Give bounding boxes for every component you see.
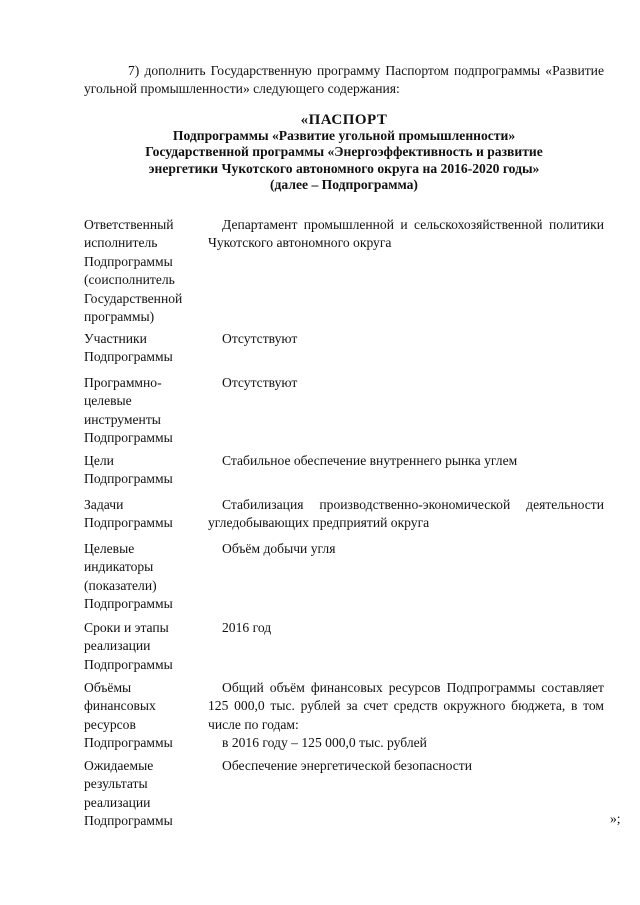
title-line-2: Государственной программы «Энергоэффективность и развитие: [145, 144, 543, 160]
row-label: Ожидаемые результаты реализации Подпрограммы: [84, 758, 173, 829]
row-value: Отсутствуют: [222, 331, 298, 346]
title-line-3: энергетики Чукотского автономного округа на 2016-2020 годы»: [148, 160, 540, 176]
funding-text: Общий объём финансовых ресурсов Подпрограммы составляет 125 000,0 тыс. рублей за счет средств окружного бюджета, в том числе по годам:: [208, 680, 604, 732]
row-value: Стабилизация производственно-экономической деятельности угледобывающих предприятий округа: [208, 497, 604, 531]
closing-quote-mark: »;: [610, 811, 621, 826]
row-label: Целевые индикаторы (показатели) Подпрограммы: [84, 541, 173, 612]
passport-title-block: [84, 112, 604, 193]
intro-paragraph: 7) дополнить Государственную программу Паспортом подпрограммы «Развитие угольной промышленности» следующего содержания:: [84, 63, 604, 96]
row-value: Объём добычи угля: [222, 541, 336, 556]
row-label: Объёмы финансовых ресурсов Подпрограммы: [84, 680, 173, 751]
row-label: Сроки и этапы реализации Подпрограммы: [84, 620, 173, 672]
passport-heading: «ПАСПОРТ: [300, 112, 388, 128]
row-value: Департамент промышленной и сельскохозяйственной политики Чукотского автономного округа: [208, 217, 604, 251]
row-value: [208, 679, 604, 753]
row-value: 2016 год: [222, 620, 272, 635]
row-value: Отсутствуют: [222, 375, 298, 390]
row-label: Задачи Подпрограммы: [84, 497, 173, 531]
funding-by-year: в 2016 году – 125 000,0 тыс. рублей: [222, 735, 427, 751]
title-line-4: (далее – Подпрограмма): [270, 176, 418, 192]
row-label: Ответственный исполнитель Подпрограммы (соисполнитель Государственной программы): [84, 217, 183, 325]
row-label: Участники Подпрограммы: [84, 331, 173, 365]
row-label: Программно-целевые инструменты Подпрограммы: [84, 375, 173, 446]
row-label: Цели Подпрограммы: [84, 453, 173, 487]
row-value: Обеспечение энергетической безопасности: [222, 758, 473, 773]
row-value: Стабильное обеспечение внутреннего рынка углем: [222, 453, 518, 468]
title-line-1: Подпрограммы «Развитие угольной промышленности»: [172, 128, 516, 144]
